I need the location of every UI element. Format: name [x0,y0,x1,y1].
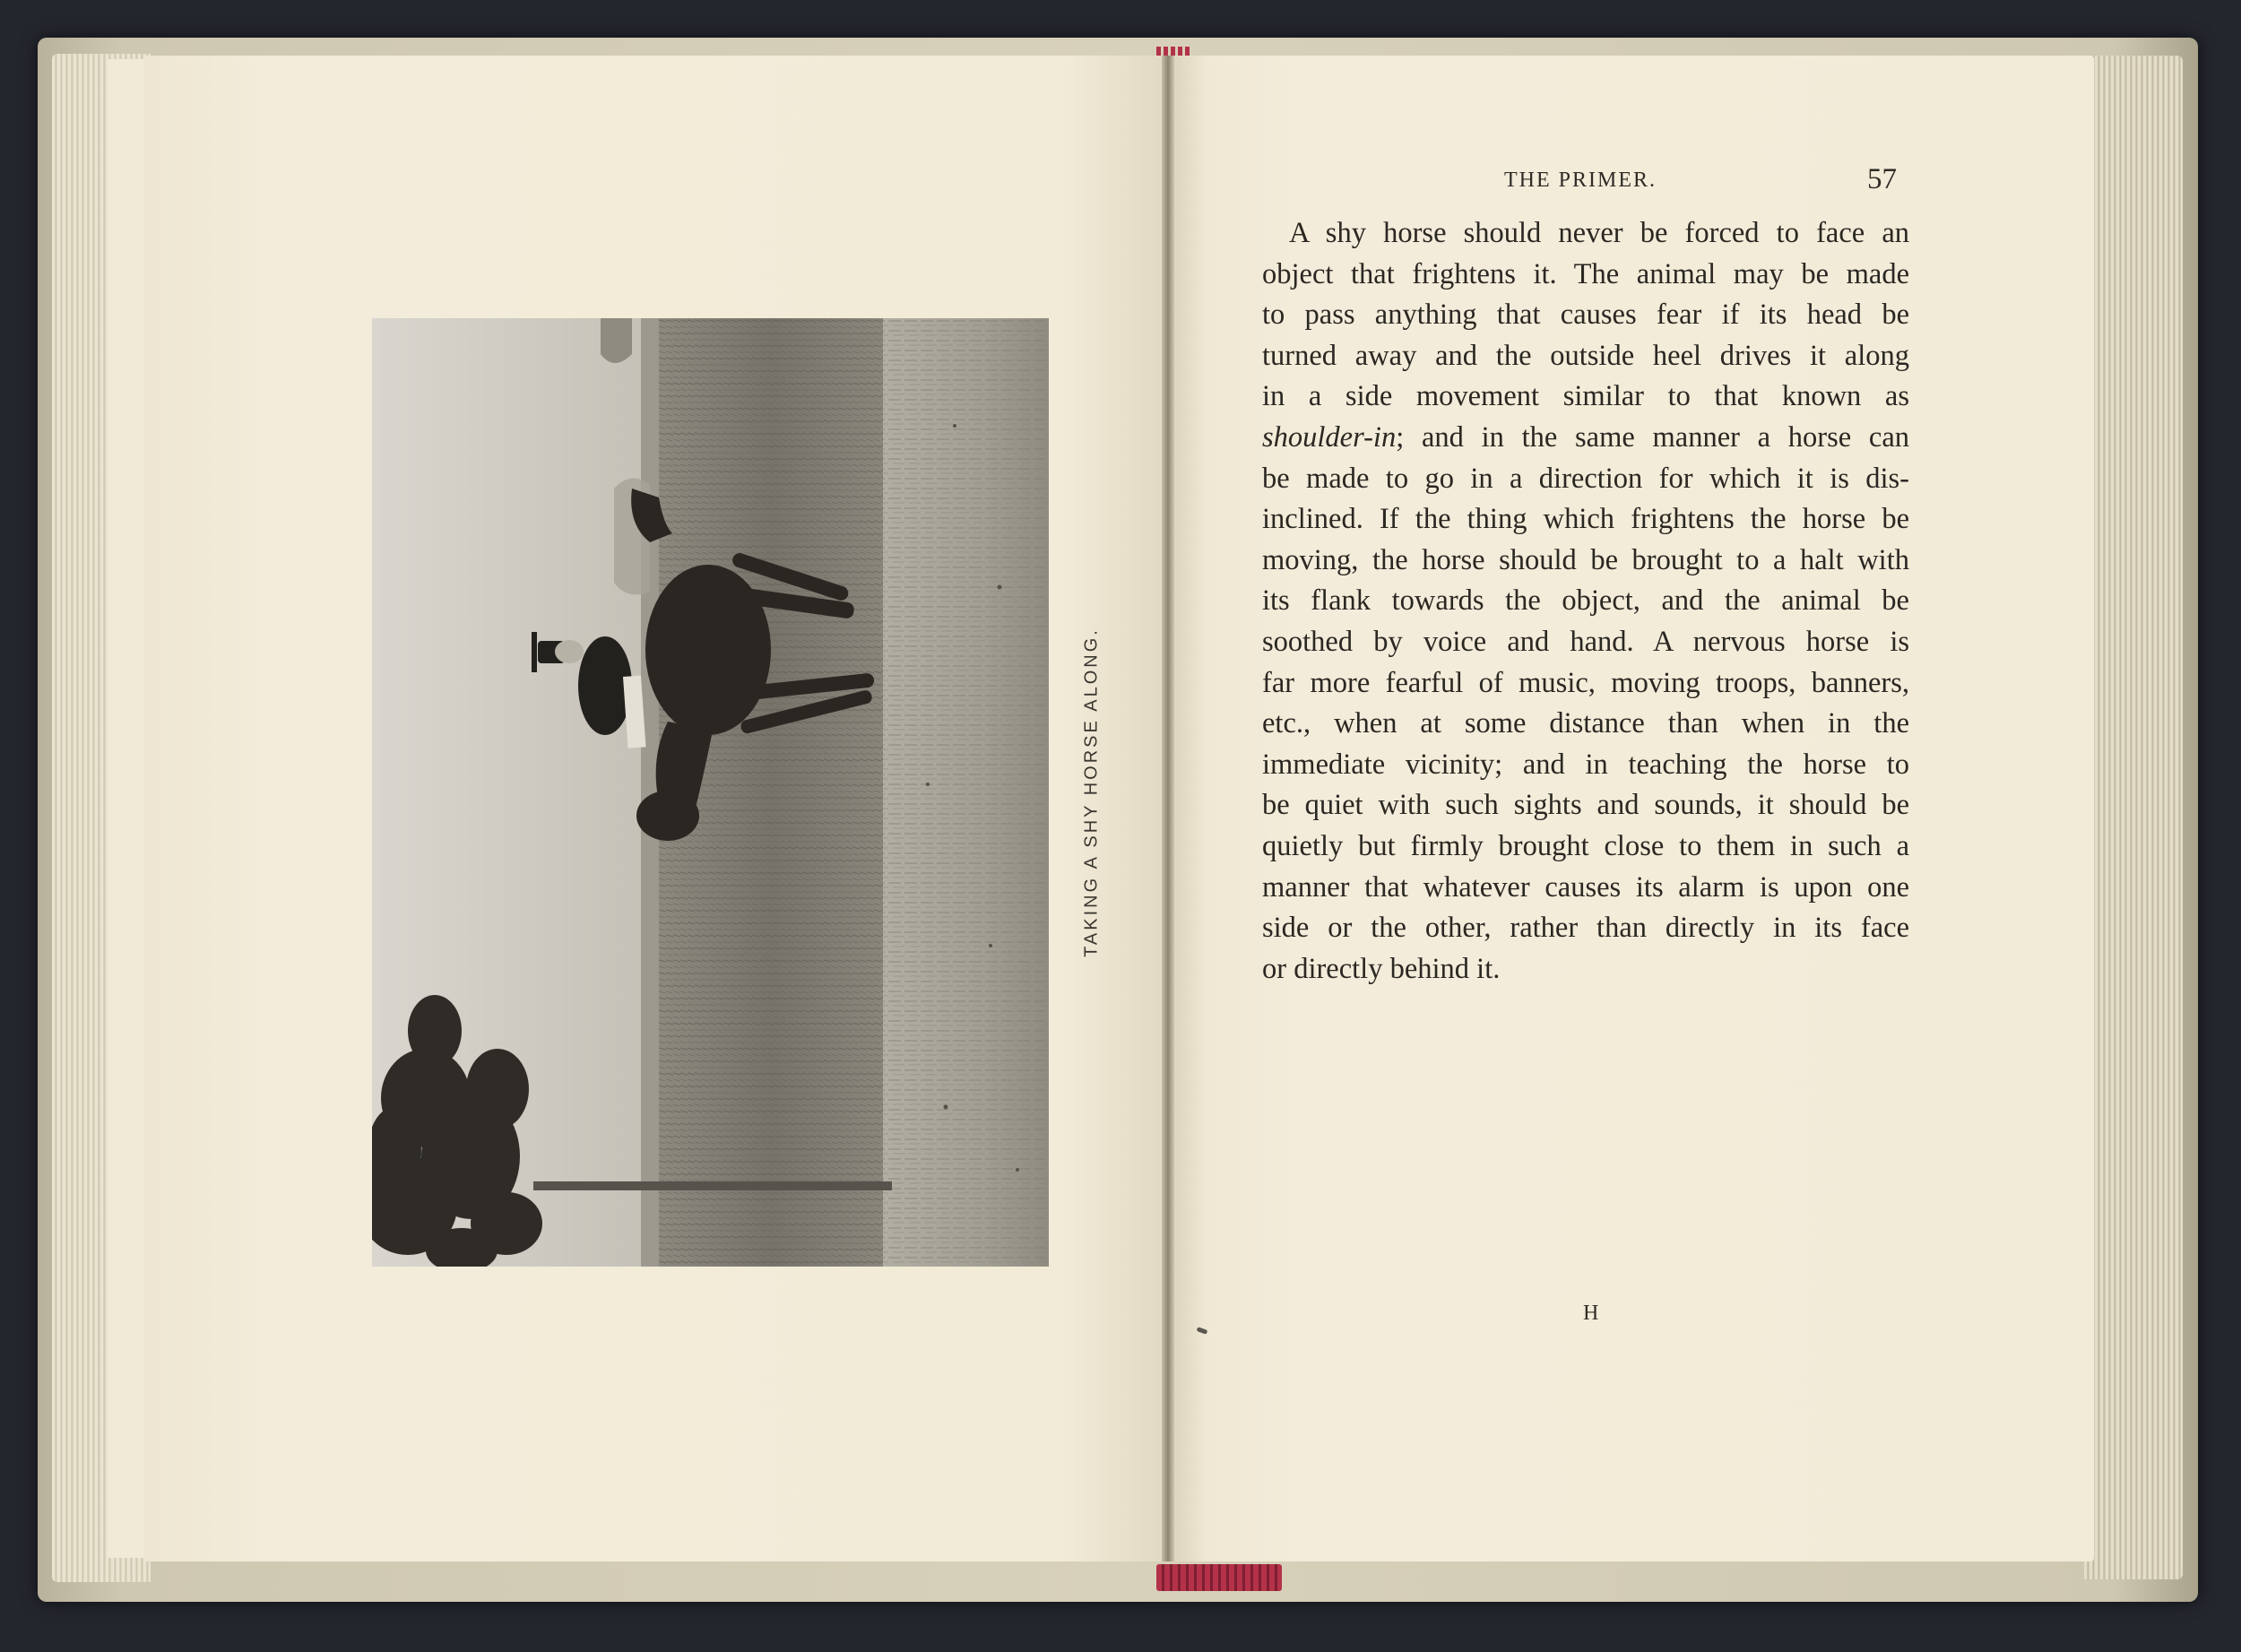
text-line: A shy horse should never be forced to face an [1289,217,1909,249]
text-line: moving, the horse should be brought to a halt with [1262,543,1909,576]
text-line: its flank towards the object, and the animal be [1262,584,1909,618]
text-line: far more fearful of music, moving troops, banners, [1262,666,1909,699]
text-line: turned away and the outside heel drives it along [1262,339,1909,372]
text-line: to pass anything that causes fear if its head be [1262,298,1909,332]
text-line: side or the other, rather than directly in its face [1262,912,1909,945]
text-line: quietly but firmly brought close to them in such a [1262,829,1909,862]
text-line [1262,418,1909,459]
text-line: in a side movement similar to that known as [1262,380,1909,413]
book-gutter [1162,56,1174,1561]
text-line: be quiet with such sights and sounds, it should be [1262,789,1909,822]
text-line-rest: ; and in the same manner a horse can [1396,420,1909,454]
running-head: THE PRIMER. [1504,169,1657,192]
text-line: manner that whatever causes its alarm is upon one [1262,870,1909,904]
text-line: etc., when at some distance than when in the [1262,707,1909,740]
text-line: soothed by voice and hand. A nervous horse is [1262,625,1909,658]
page-edges-right [2084,56,2183,1579]
signature-mark: H [1583,1302,1599,1325]
text-line: immediate vicinity; and in teaching the horse to [1262,748,1909,781]
plate-caption-text: TAKING A SHY HORSE ALONG. [1081,627,1102,957]
page-number: 57 [1867,163,1897,195]
text-line: object that frightens it. The animal may be made [1262,257,1909,290]
text-line: inclined. If the thing which frightens the horse be [1262,503,1909,536]
photograph-plate [372,318,1049,1267]
body-paragraph [1262,213,1909,990]
text-line: or directly behind it. [1262,952,1501,985]
headband-bottom [1156,1564,1282,1591]
italic-term: shoulder-in [1262,420,1397,454]
photograph-image [372,318,1049,1267]
text-line: be made to go in a direction for which it is dis- [1262,462,1909,495]
